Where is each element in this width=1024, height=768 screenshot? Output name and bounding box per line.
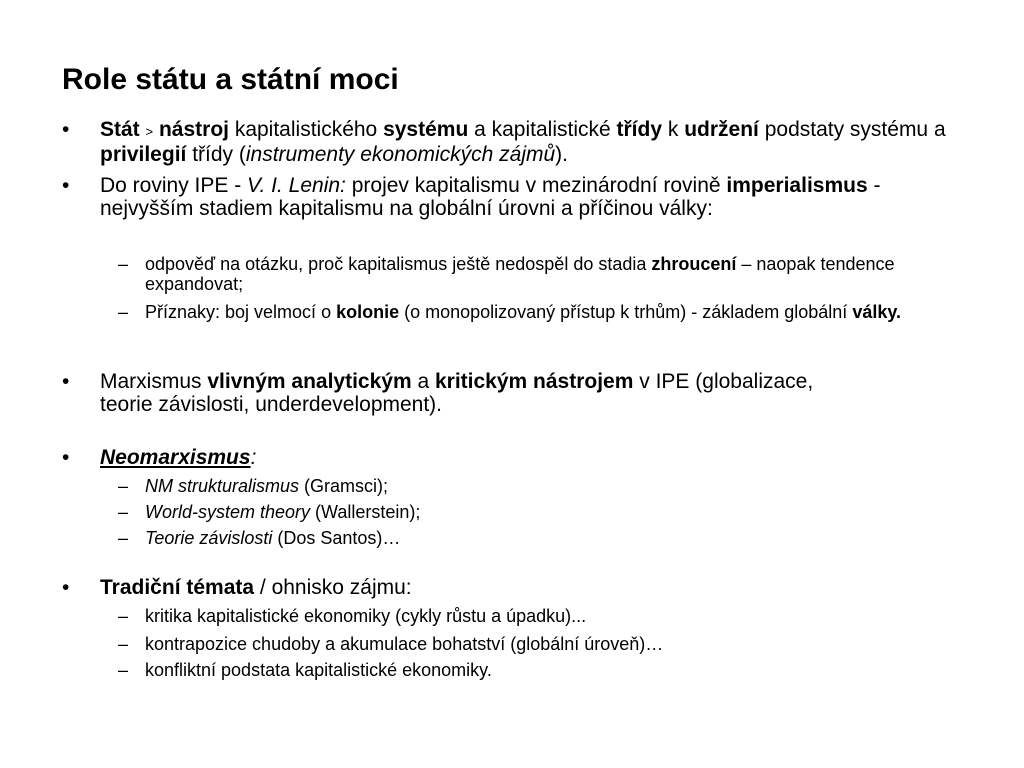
sub-bullet-text <box>145 634 958 654</box>
sub-bullet-item <box>118 502 918 522</box>
text-run: podstaty systému a <box>758 118 946 141</box>
text-run: nástroj <box>158 118 229 141</box>
text-run: k <box>662 118 685 141</box>
text-run: ). <box>555 143 568 166</box>
bullet-text <box>100 174 922 220</box>
bullet-marker: • <box>62 576 70 599</box>
text-run: privilegií <box>100 143 187 166</box>
text-run: Neomarxismus <box>100 446 251 469</box>
sub-bullet-text <box>145 660 958 680</box>
text-run: a <box>411 370 435 393</box>
text-run: NM strukturalismus <box>145 476 300 496</box>
bullet-text <box>100 446 922 469</box>
sub-bullet-text <box>145 302 958 322</box>
sub-bullet-item <box>118 254 948 294</box>
text-run: kontrapozice chudoby a akumulace bohatství (globální úroveň)… <box>145 634 664 654</box>
dash-marker: – <box>118 254 129 274</box>
text-run: (Wallerstein); <box>310 502 421 522</box>
text-run: kritika kapitalistické ekonomiky (cykly růstu a úpadku)... <box>145 606 587 626</box>
text-run: odpověď na otázku, proč kapitalismus ještě nedospěl do stadia <box>145 254 652 274</box>
text-run: instrumenty ekonomických zájmů <box>245 143 556 166</box>
sub-bullet-item <box>118 302 958 322</box>
text-run: V. I. Lenin: <box>247 174 346 197</box>
sub-bullet-text <box>145 476 918 496</box>
text-run: / ohnisko zájmu: <box>254 576 412 599</box>
text-run: imperialismus <box>726 174 868 197</box>
dash-marker: – <box>118 634 129 654</box>
text-run: Do roviny IPE - <box>100 174 248 197</box>
text-run: Stát <box>100 118 140 141</box>
text-run: - nejvyšším stadiem kapitalismu na globální úrovni a příčinou války: <box>100 174 881 220</box>
sub-bullet-item <box>118 660 958 680</box>
text-run: – naopak tendence expandovat; <box>145 254 895 294</box>
dash-marker: – <box>118 502 129 522</box>
text-run: kritickým nástrojem <box>434 370 634 393</box>
sub-bullet-text <box>145 528 918 548</box>
slide-title: Role státu a státní moci <box>62 63 399 96</box>
bullet-marker: • <box>62 370 70 393</box>
bullet-item <box>62 174 922 220</box>
bullet-item <box>62 576 922 599</box>
text-run: systému <box>383 118 469 141</box>
text-run: Teorie závislosti <box>145 528 273 548</box>
text-run: Marxismus <box>100 370 208 393</box>
bullet-item <box>62 370 842 416</box>
sub-bullet-text <box>145 502 918 522</box>
text-run: kolonie <box>336 302 400 322</box>
text-run: Tradiční témata <box>100 576 255 599</box>
dash-marker: – <box>118 528 129 548</box>
sub-bullet-item <box>118 476 918 496</box>
dash-marker: – <box>118 302 129 322</box>
dash-marker: – <box>118 476 129 496</box>
bullet-marker: • <box>62 446 70 469</box>
text-run: a kapitalistické <box>468 118 617 141</box>
text-run: v IPE (globalizace, teorie závislosti, underdevelopment). <box>100 370 814 416</box>
text-run: > <box>145 124 154 139</box>
dash-marker: – <box>118 660 129 680</box>
bullet-text <box>100 576 922 599</box>
sub-bullet-item <box>118 606 958 626</box>
sub-bullet-item <box>118 634 958 654</box>
text-run: World-system theory <box>145 502 311 522</box>
text-run: Příznaky: boj velmocí o <box>145 302 337 322</box>
bullet-marker: • <box>62 174 70 197</box>
text-run: (Dos Santos)… <box>272 528 401 548</box>
text-run: projev kapitalismu v mezinárodní rovině <box>345 174 727 197</box>
text-run: vlivným analytickým <box>207 370 412 393</box>
text-run: : <box>250 446 257 469</box>
text-run: (o monopolizovaný přístup k trhům) - základem globální <box>399 302 853 322</box>
bullet-item <box>62 118 962 166</box>
text-run: třídy <box>616 118 663 141</box>
text-run: třídy ( <box>186 143 246 166</box>
sub-bullet-text <box>145 606 958 626</box>
bullet-item <box>62 446 922 469</box>
sub-bullet-item <box>118 528 918 548</box>
bullet-text <box>100 370 842 416</box>
text-run: zhroucení <box>651 254 737 274</box>
sub-bullet-text <box>145 254 948 294</box>
text-run: udržení <box>684 118 759 141</box>
text-run: kapitalistického <box>228 118 384 141</box>
text-run: konfliktní podstata kapitalistické ekonomiky. <box>145 660 492 680</box>
text-run: války. <box>852 302 902 322</box>
dash-marker: – <box>118 606 129 626</box>
bullet-text <box>100 118 962 166</box>
text-run: (Gramsci); <box>299 476 389 496</box>
bullet-marker: • <box>62 118 70 141</box>
